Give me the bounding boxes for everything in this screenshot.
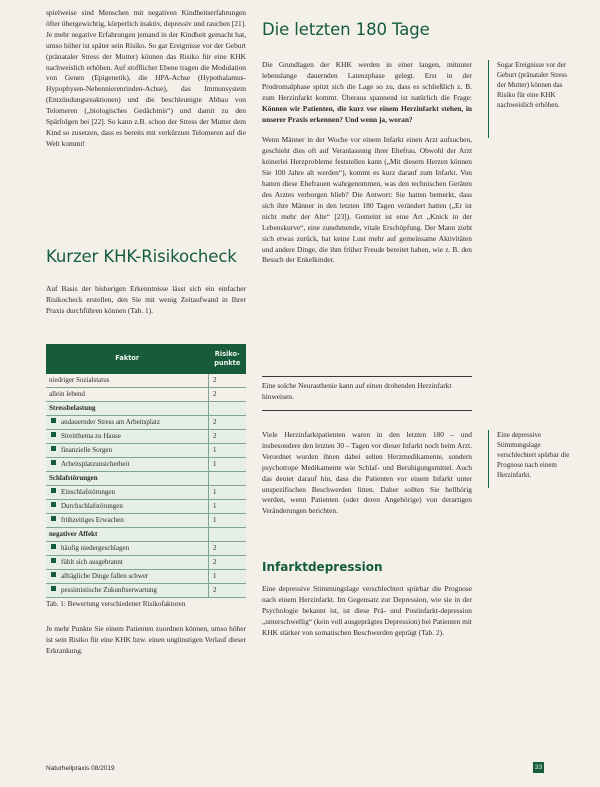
- table-row: [46, 556, 246, 570]
- table-row: [46, 458, 246, 472]
- column-header-factor: Faktor: [46, 344, 209, 374]
- factor-cell: [46, 486, 209, 500]
- group-label: [46, 528, 209, 542]
- middle-paragraph-2: Wenn Männer in der Woche vor einem Infarkt einen Arzt aufsuchen, geschieht dies oft auf Veranlassung ihrer Ehefrau. Obwohl der Arzt keinerlei Herzprobleme feststellen kann („Mit diesem Herzen können Sie 100 Jahre alt werden“), kommt es kurz darauf zum Infarkt. Von hatten diese Ehefrauen wahrgenommen, was den technischen Geräten des Arztes verborgen blieb? Die Antwort: Sie hatten bemerkt, dass sich ihre Männer in den letzten 180 Tagen verändert hatten („Er ist nicht mehr der Alte“ [23]). Gemeint ist eine Art „Knick in der Lebenskurve“, eine zunehmende, vitale Erschöpfung. Der Mann zieht sich etwas zurück, hat keine Lust mehr auf gemeinsame Aktivitäten und andere Dinge, die ihm früher Freude bereitet haben, wie z. B. den Besuch der Enkelkinder.: [262, 135, 472, 265]
- points-cell: 2: [209, 584, 247, 598]
- key-question: Können wir Patienten, die kurz vor einem Herzinfarkt stehen, in unserer Praxis erkennen? Und wenn ja, woran?: [262, 103, 472, 124]
- points-cell: 1: [209, 514, 247, 528]
- group-label: [46, 472, 209, 486]
- table-row: [46, 374, 246, 388]
- callout-rule-top: [262, 376, 472, 377]
- middle-paragraph-3: Viele Herzinfarktpatienten waren in den letzten 180 – und insbesondere den letzten 30 – Tagen vor dieser Infarkt noch beim Arzt. Verordnet wurden ihnen dabei selten Herzmedikamente, sondern psychotrope Medikamente wie Schlaf- und Beruhigungsmittel. Auch das deutet darauf hin, dass die Patienten vor einem Infarkt unter unspezifischen Beschwerden litten. Daher sollten Sie hellhörig werden, wenn Patienten (oder deren Angehörige) von derartigen Veränderungen berichten.: [262, 430, 472, 516]
- factor-label: Stressbelastung: [49, 403, 96, 412]
- table-row: [46, 416, 246, 430]
- bullet-square-icon: [51, 572, 56, 577]
- risk-check-intro: [46, 284, 246, 317]
- factor-label: finanzielle Sorgen: [61, 445, 112, 454]
- group-label: [46, 402, 209, 416]
- table-row: [46, 486, 246, 500]
- factor-label: häufig niedergeschlagen: [61, 543, 130, 552]
- after-table-text: [46, 624, 246, 657]
- table-row: [46, 542, 246, 556]
- bullet-square-icon: [51, 418, 56, 423]
- factor-cell: [46, 556, 209, 570]
- side-note-2-text: Eine depressive Stimmungslage verschlechtert spürbar die Prognose nach einem Herzinfarkt.: [497, 431, 570, 479]
- bullet-square-icon: [51, 446, 56, 451]
- pull-quote: Eine solche Neurasthenie kann auf einen drohenden Herzinfarkt hinweisen.: [262, 381, 452, 401]
- middle-paragraph-3-block: [262, 430, 472, 517]
- factor-label: Arbeitsplatzunsicherheit: [61, 459, 130, 468]
- page-number: 33: [534, 764, 543, 771]
- middle-paragraph-4: Eine depressive Stimmungslage verschlechtert spürbar die Prognose nach einem Herzinfarkt. Im Gegensatz zur Depression, wie sie in der Psychologie bekannt ist, ist diese Prä- und Postinfarkt-depression „unterschwellig“ (kein voll ausgeprägtes Depression) bei Patienten mit KHK stärker von somatischen Beschwerden geprägt (Tab. 2).: [262, 584, 472, 637]
- points-cell: 1: [209, 500, 247, 514]
- risk-check-paragraph: Auf Basis der bisherigen Erkenntnisse lässt sich ein einfacher Risikocheck erstellen, den Sie mit wenig Zeitaufwand in Ihrer Praxis durchführen können (Tab. 1).: [46, 284, 246, 315]
- table-row: [46, 430, 246, 444]
- factor-cell: [46, 374, 209, 388]
- column-header-points: Risiko-punkte: [209, 344, 247, 374]
- bullet-square-icon: [51, 516, 56, 521]
- bullet-square-icon: [51, 460, 56, 465]
- factor-cell: [46, 416, 209, 430]
- factor-label: pessimistische Zukunftserwartung: [61, 585, 157, 594]
- middle-paragraph-1: [262, 60, 472, 125]
- table-group-row: [46, 528, 246, 542]
- left-column: [46, 8, 246, 150]
- factor-label: negativer Affekt: [49, 529, 98, 538]
- points-cell: 1: [209, 486, 247, 500]
- factor-cell: [46, 570, 209, 584]
- factor-label: andauernder Stress am Arbeitsplatz: [61, 417, 160, 426]
- factor-cell: [46, 458, 209, 472]
- side-note-2: [497, 430, 577, 480]
- bullet-square-icon: [51, 544, 56, 549]
- points-cell: 1: [209, 458, 247, 472]
- table-group-row: [46, 472, 246, 486]
- points-cell: 2: [209, 556, 247, 570]
- points-cell: 2: [209, 542, 247, 556]
- table-row: [46, 444, 246, 458]
- table-row: [46, 584, 246, 598]
- infarct-depression-heading: Infarktdepression: [262, 560, 383, 574]
- table-row: [46, 514, 246, 528]
- factor-cell: [46, 584, 209, 598]
- middle-column: [262, 60, 472, 266]
- factor-label: fühlt sich ausgebrannt: [61, 557, 123, 566]
- points-cell: 1: [209, 570, 247, 584]
- factor-label: Durchschlafstörungen: [61, 501, 123, 510]
- points-cell: 1: [209, 444, 247, 458]
- risk-check-heading: Kurzer KHK-Risikocheck: [46, 247, 237, 266]
- side-note-1: [497, 60, 577, 110]
- risk-table: [46, 344, 246, 598]
- factor-cell: [46, 388, 209, 402]
- last-180-days-heading: Die letzten 180 Tage: [262, 20, 430, 39]
- factor-cell: [46, 430, 209, 444]
- points-cell: [209, 402, 247, 416]
- left-intro-paragraph: spielweise sind Menschen mit negativen Kindheitserfahrungen öfter übergewichtig, körperlich inaktiv, depressiv und rauchen [21]. Je mehr negative Erfahrungen jemand in der Kindheit gemacht hat, umso höher ist später sein Risiko. So gar Ereignisse vor der Geburt (pränataler Stress der Mutter) können das Risiko für eine KHK nachweislich erhöhen. Auf stofflicher Ebene tragen die Modulation von Genen (Epigenetik), die HPA-Achse (Hypothalamus-Hypophysen-Nebennierenrinden-Achse), das Immunsystem (Entzündungsreaktionen) und die beschleunigte Abbau von Telomeren („biologisches Gedächtnis“) und damit zu den Spätfolgen bei [22]. So kann z.B. schon der Stress der Mutter dem Kind so zusetzen, dass es bereits mit verkürzten Telomeren auf die Welt kommt!: [46, 8, 246, 148]
- factor-cell: [46, 500, 209, 514]
- table-row: [46, 500, 246, 514]
- after-table-paragraph: Je mehr Punkte Sie einem Patienten zuordnen können, umso höher ist sein Risiko für eine KHK bzw. einen ungünstigen Verlauf dieser Erkrankung.: [46, 624, 246, 655]
- factor-label: alltägliche Dinge fallen schwer: [61, 571, 149, 580]
- bullet-square-icon: [51, 488, 56, 493]
- factor-label: Einschlafstörungen: [61, 487, 116, 496]
- factor-label: Streitthema zu Hause: [61, 431, 121, 440]
- points-cell: 2: [209, 374, 247, 388]
- points-cell: 2: [209, 430, 247, 444]
- factor-cell: [46, 514, 209, 528]
- factor-label: frühzeitiges Erwachen: [61, 515, 124, 524]
- table-group-row: [46, 402, 246, 416]
- side-note-rule-2: [488, 430, 489, 488]
- table-row: [46, 570, 246, 584]
- points-cell: 2: [209, 416, 247, 430]
- factor-cell: [46, 542, 209, 556]
- risk-table-header: [46, 344, 246, 374]
- factor-cell: [46, 444, 209, 458]
- table-row: [46, 388, 246, 402]
- middle-paragraph-4-block: [262, 584, 472, 639]
- callout-rule-bottom: [262, 410, 472, 411]
- factor-label: Schlafstörungen: [49, 473, 98, 482]
- footer-journal: Naturheilpraxis 08/2019: [46, 765, 115, 772]
- points-cell: [209, 528, 247, 542]
- points-cell: 2: [209, 388, 247, 402]
- risk-table-body: [46, 374, 246, 598]
- points-cell: [209, 472, 247, 486]
- table-caption: Tab. 1: Bewertung verschiedener Risikofaktoren: [46, 600, 186, 608]
- middle-paragraph-1-text: Die Grundlagen der KHK werden in einer langen, mitunter lebenslange dauernden Latenzphase gelegt. Erst in der Prodromalphase spitzt sich die Lage so zu, dass es schließlich z. B. zum Herzinfarkt kommt. Überaus spannend ist natürlich die Frage:: [262, 60, 472, 102]
- factor-label: allein lebend: [49, 389, 85, 398]
- factor-label: niedriger Sozialstatus: [49, 375, 110, 384]
- side-note-rule-1: [488, 60, 489, 138]
- bullet-square-icon: [51, 432, 56, 437]
- bullet-square-icon: [51, 558, 56, 563]
- side-note-1-text: Sogar Ereignisse vor der Geburt (pränataler Stress der Mutter) können das Risiko für eine KHK nachweislich erhöhen.: [497, 61, 567, 109]
- bullet-square-icon: [51, 586, 56, 591]
- bullet-square-icon: [51, 502, 56, 507]
